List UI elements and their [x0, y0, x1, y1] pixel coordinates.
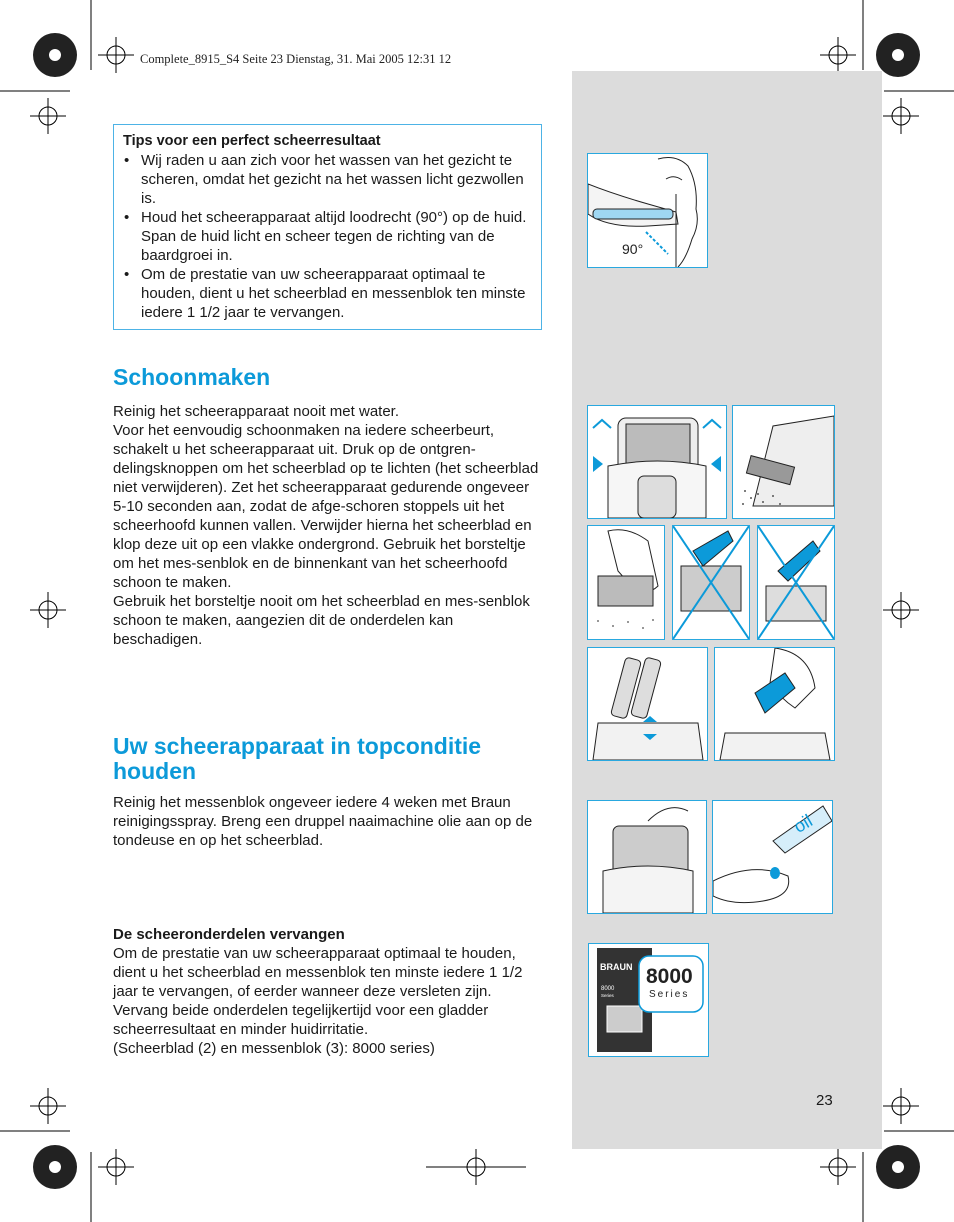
cleaning-heading: Schoonmaken	[113, 364, 271, 390]
figure-shaving-angle	[587, 153, 708, 268]
release-foil-illustration	[588, 406, 726, 518]
topcondition-heading: Uw scheerapparaat in topconditie houden	[113, 733, 482, 784]
cutter-blocks-illustration	[588, 648, 707, 760]
pack-series: Series	[601, 993, 614, 998]
no-brush-cutter-illustration	[758, 526, 834, 639]
tips-item: • Wij raden u aan zich voor het wassen van het gezicht te scheren, omdat het gezicht na het wassen licht gezwollen is.	[124, 152, 524, 207]
pack-number: 8000	[601, 986, 615, 992]
tips-item: • Houd het scheerapparaat altijd loodrecht (90°) op de huid. Span de huid licht en scheer tegen de richting van de baardgroei in.	[124, 209, 527, 264]
shaving-angle-illustration	[588, 154, 707, 267]
oil-foil-illustration	[588, 801, 706, 913]
series-number: 8000	[646, 965, 693, 988]
figure-brush-head	[714, 647, 835, 761]
figure-8000-series-pack	[588, 943, 709, 1057]
figure-release-foil	[587, 405, 727, 519]
oil-drop-illustration	[713, 801, 832, 913]
figure-tap-foil	[587, 525, 665, 640]
figure-oil-drop	[712, 800, 833, 914]
figure-run-shaver	[732, 405, 835, 519]
figure-oil-foil	[587, 800, 707, 914]
tips-item: • Om de prestatie van uw scheerapparaat optimaal te houden, dient u het scheerblad en messenblok ten minste iedere 1 1/2 jaar te vervangen.	[124, 266, 526, 321]
print-header: Complete_8915_S4 Seite 23 Dienstag, 31. Mai 2005 12:31 12	[140, 52, 452, 66]
page-number: 23	[816, 1092, 833, 1109]
tips-box	[113, 124, 542, 330]
figure-cutter-blocks	[587, 647, 708, 761]
oil-label: oil	[790, 810, 816, 837]
figure-no-brush-foil	[672, 525, 750, 640]
tips-list	[123, 151, 531, 322]
brush-head-illustration	[715, 648, 834, 760]
8000-series-pack-illustration	[589, 944, 708, 1056]
no-brush-foil-illustration	[673, 526, 749, 639]
run-shaver-illustration	[733, 406, 834, 518]
series-word: Series	[649, 989, 690, 1000]
figure-no-brush-cutter	[757, 525, 835, 640]
replace-heading: De scheeronderdelen vervangen	[113, 926, 345, 943]
tap-foil-illustration	[588, 526, 664, 639]
tips-title: Tips voor een perfect scheerresultaat	[123, 133, 381, 149]
replace-section: De scheeronderdelen vervangen Om de prestatie van uw scheerapparaat optimaal te houden, dient u het scheerblad en messenblok ten minste iedere 1 1/2 jaar te vervangen, of eerder wanneer deze versleten zijn. Vervang beide onderdelen tegelijkertijd voor een gladder scheerresultaat en minder huidirritatie. (Scheerblad (2) en messenblok (3): 8000 series)	[113, 925, 543, 1058]
cleaning-text: Reinig het scheerapparaat nooit met water. Voor het eenvoudig schoonmaken na iedere scheerbeurt, schakelt u het scheerapparaat uit. Druk op de ontgren-delingsknoppen om het scheerblad op te lichten (het scheerblad niet verwijderen). Zet het scheerapparaat gedurende ongeveer 5-10 seconden aan, zodat de afge-schoren stoppels uit het scheerhoofd kunnen vallen. Verwijder hierna het scheerblad en klop deze uit op een vlakke ondergrond. Gebruik het borsteltje om het mes-senblok en de binnenkant van het scheerhoofd schoon te maken. Gebruik het borsteltje nooit om het scheerblad en mes-senblok schoon te maken, aangezien dit de onderdelen kan beschadigen.	[113, 403, 539, 648]
angle-label: 90°	[622, 241, 644, 257]
topcondition-text: Reinig het messenblok ongeveer iedere 4 weken met Braun reinigingsspray. Breng een druppel naaimachine olie aan op de tondeuse en op het scheerblad.	[113, 794, 533, 849]
braun-logo: BRAUN	[600, 962, 633, 972]
